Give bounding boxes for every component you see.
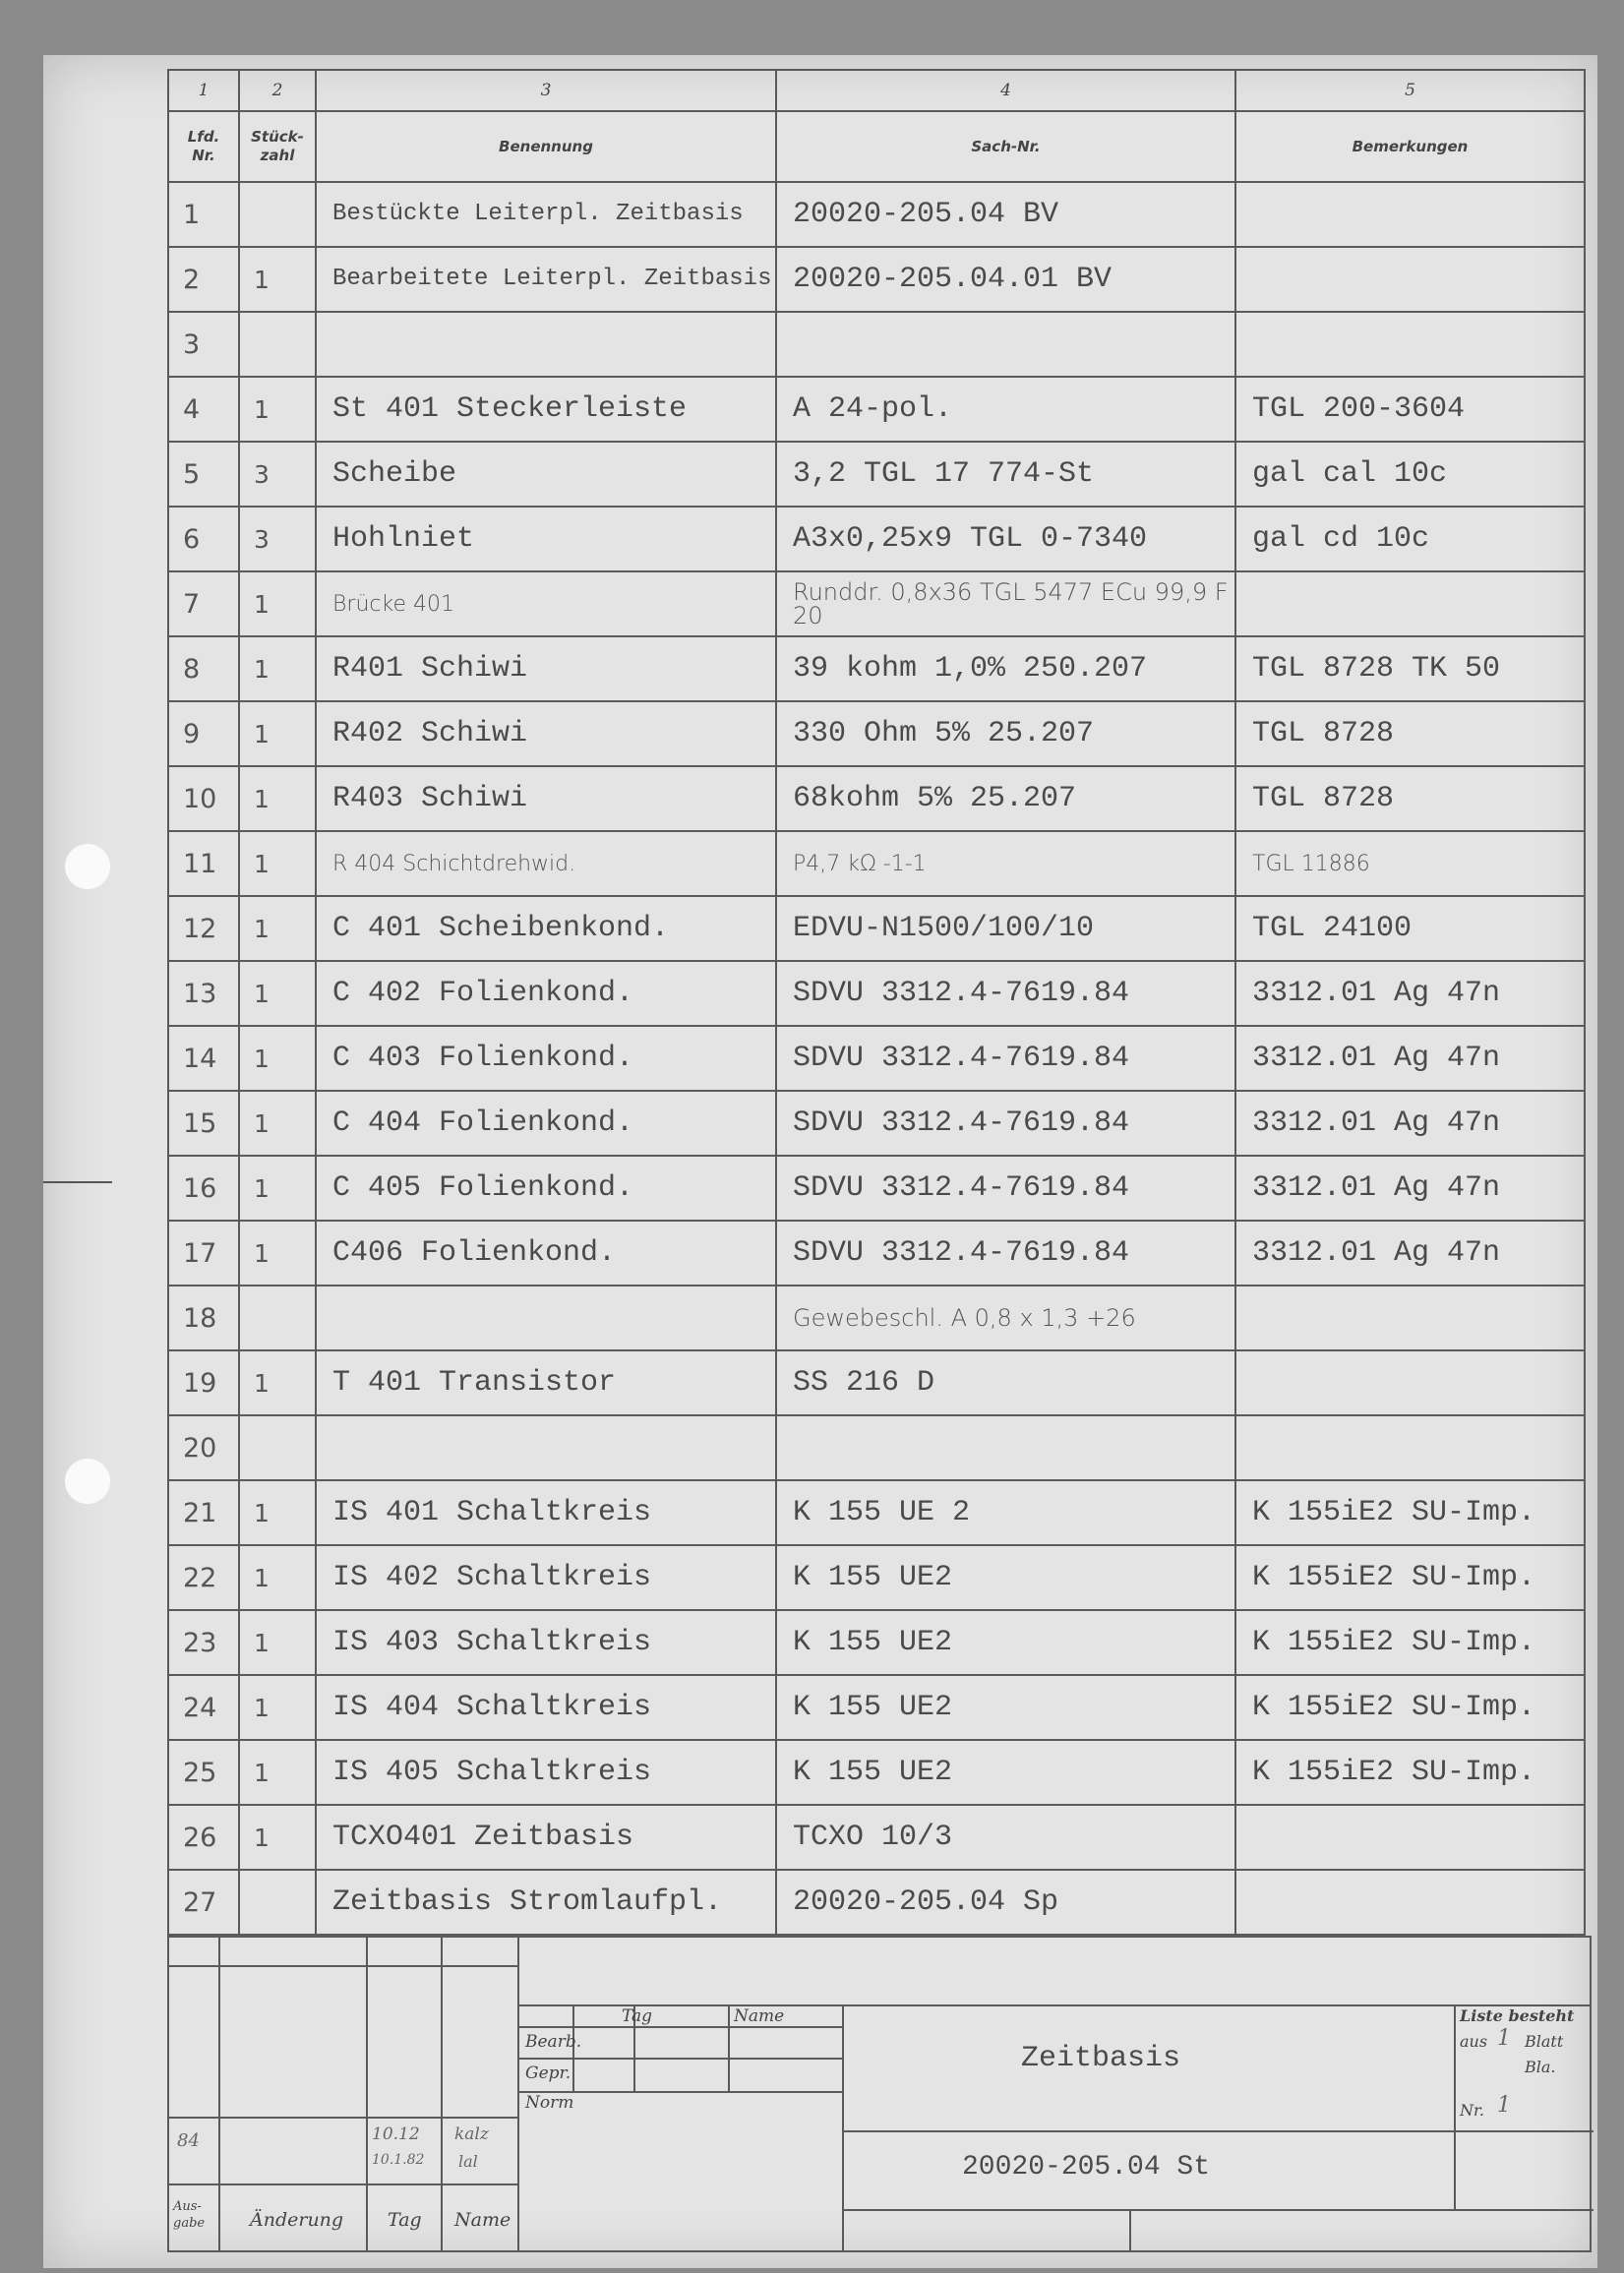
sach-nr-cell: K 155 UE2: [776, 1545, 1235, 1610]
table-row: [168, 1221, 1585, 1286]
qty-cell: 1: [239, 1675, 316, 1740]
bemerkungen-cell: [1235, 247, 1585, 312]
revision-name-2: lal: [458, 2152, 478, 2171]
aus-label: aus: [1460, 2032, 1488, 2051]
sach-nr-cell: K 155 UE2: [776, 1740, 1235, 1805]
bemerkungen-cell: gal cd 10c: [1235, 507, 1585, 571]
lfd-cell: 26: [168, 1805, 239, 1870]
header-stueckzahl: [239, 111, 316, 182]
bemerkungen-cell: 3312.01 Ag 47n: [1235, 1156, 1585, 1221]
sach-nr-cell: K 155 UE2: [776, 1675, 1235, 1740]
table-row: [168, 1870, 1585, 1935]
lfd-cell: 10: [168, 766, 239, 831]
table-row: [168, 896, 1585, 961]
bemerkungen-cell: 3312.01 Ag 47n: [1235, 1221, 1585, 1286]
benennung-cell: Scheibe: [316, 442, 776, 507]
benennung-cell: Bearbeitete Leiterpl. Zeitbasis: [316, 247, 776, 312]
benennung-cell: C 405 Folienkond.: [316, 1156, 776, 1221]
qty-cell: 1: [239, 766, 316, 831]
nr-value: 1: [1497, 2093, 1511, 2118]
table-row: [168, 312, 1585, 377]
benennung-cell: T 401 Transistor: [316, 1350, 776, 1415]
benennung-cell: Hohlniet: [316, 507, 776, 571]
lfd-cell: 24: [168, 1675, 239, 1740]
punch-hole: [65, 844, 110, 889]
column-number: 3: [316, 70, 776, 111]
bemerkungen-cell: [1235, 571, 1585, 636]
table-row: [168, 831, 1585, 896]
punch-hole: [65, 1459, 110, 1504]
bemerkungen-cell: [1235, 1286, 1585, 1350]
table-row: [168, 636, 1585, 701]
qty-cell: 1: [239, 377, 316, 442]
benennung-cell: Brücke 401: [316, 571, 776, 636]
table-row: [168, 1156, 1585, 1221]
benennung-cell: [316, 1415, 776, 1480]
sach-nr-cell: SDVU 3312.4-7619.84: [776, 1091, 1235, 1156]
table-row: [168, 1675, 1585, 1740]
table-row: [168, 1091, 1585, 1156]
bemerkungen-cell: gal cal 10c: [1235, 442, 1585, 507]
qty-cell: 1: [239, 961, 316, 1026]
qty-cell: 1: [239, 896, 316, 961]
revision-tag: 10.12: [372, 2124, 420, 2144]
lfd-cell: 23: [168, 1610, 239, 1675]
header-stueck-line1: Stück-: [251, 128, 304, 147]
qty-cell: 1: [239, 636, 316, 701]
benennung-cell: IS 403 Schaltkreis: [316, 1610, 776, 1675]
sach-nr-cell: 20020-205.04.01 BV: [776, 247, 1235, 312]
qty-cell: [239, 312, 316, 377]
bemerkungen-cell: 3312.01 Ag 47n: [1235, 1026, 1585, 1091]
qty-cell: 1: [239, 247, 316, 312]
header-lfd-nr: [168, 111, 239, 182]
parts-list-sheet: [167, 69, 1584, 1936]
qty-cell: 1: [239, 1740, 316, 1805]
sach-nr-cell: SDVU 3312.4-7619.84: [776, 1156, 1235, 1221]
lfd-cell: 20: [168, 1415, 239, 1480]
bemerkungen-cell: K 155iE2 SU-Imp.: [1235, 1545, 1585, 1610]
lfd-cell: 19: [168, 1350, 239, 1415]
qty-cell: 1: [239, 571, 316, 636]
aus-count: 1: [1497, 2026, 1511, 2051]
qty-cell: [239, 1286, 316, 1350]
lfd-cell: 15: [168, 1091, 239, 1156]
parts-list-table: [167, 69, 1586, 1936]
bemerkungen-cell: 3312.01 Ag 47n: [1235, 1091, 1585, 1156]
bemerkungen-cell: TGL 200-3604: [1235, 377, 1585, 442]
column-number: 2: [239, 70, 316, 111]
drawing-number: 20020-205.04 St: [962, 2152, 1211, 2183]
benennung-cell: [316, 1286, 776, 1350]
bemerkungen-cell: [1235, 312, 1585, 377]
title-block: [167, 1936, 1592, 2252]
fold-mark: [43, 1181, 112, 1183]
benennung-cell: R401 Schiwi: [316, 636, 776, 701]
lfd-cell: 18: [168, 1286, 239, 1350]
lfd-cell: 21: [168, 1480, 239, 1545]
sach-nr-cell: K 155 UE 2: [776, 1480, 1235, 1545]
table-row: [168, 1415, 1585, 1480]
benennung-cell: R 404 Schichtdrehwid.: [316, 831, 776, 896]
bla-label: Bla.: [1525, 2058, 1556, 2076]
sach-nr-cell: A3x0,25x9 TGL 0-7340: [776, 507, 1235, 571]
nr-label: Nr.: [1460, 2101, 1484, 2120]
header-lfd-line2: Nr.: [192, 147, 215, 164]
qty-cell: 1: [239, 1480, 316, 1545]
column-number-row: [168, 70, 1585, 111]
table-row: [168, 1480, 1585, 1545]
lfd-cell: 9: [168, 701, 239, 766]
benennung-cell: TCXO401 Zeitbasis: [316, 1805, 776, 1870]
gepr-label: Gepr.: [525, 2064, 571, 2083]
bemerkungen-cell: [1235, 1870, 1585, 1935]
sach-nr-cell: K 155 UE2: [776, 1610, 1235, 1675]
bemerkungen-cell: [1235, 1415, 1585, 1480]
bearb-label: Bearb.: [525, 2032, 582, 2052]
bemerkungen-cell: TGL 8728: [1235, 766, 1585, 831]
table-row: [168, 247, 1585, 312]
lfd-cell: 5: [168, 442, 239, 507]
qty-cell: 1: [239, 1545, 316, 1610]
sach-nr-cell: SDVU 3312.4-7619.84: [776, 961, 1235, 1026]
lfd-cell: 4: [168, 377, 239, 442]
sach-nr-cell: TCXO 10/3: [776, 1805, 1235, 1870]
lfd-cell: 25: [168, 1740, 239, 1805]
sach-nr-cell: 20020-205.04 BV: [776, 182, 1235, 247]
table-row: [168, 1350, 1585, 1415]
norm-label: Norm: [525, 2093, 574, 2113]
blatt-label: Blatt: [1525, 2032, 1564, 2051]
bemerkungen-cell: [1235, 1805, 1585, 1870]
lfd-cell: 13: [168, 961, 239, 1026]
benennung-cell: [316, 312, 776, 377]
sach-nr-cell: 68kohm 5% 25.207: [776, 766, 1235, 831]
sach-nr-cell: 20020-205.04 Sp: [776, 1870, 1235, 1935]
table-row: [168, 1545, 1585, 1610]
footer-aenderung: Änderung: [250, 2209, 344, 2231]
header-bemerkungen: Bemerkungen: [1235, 111, 1585, 182]
sach-nr-cell: EDVU-N1500/100/10: [776, 896, 1235, 961]
table-row: [168, 1026, 1585, 1091]
qty-cell: 1: [239, 1091, 316, 1156]
benennung-cell: IS 405 Schaltkreis: [316, 1740, 776, 1805]
table-row: [168, 701, 1585, 766]
tag-column-header: Tag: [622, 2006, 653, 2026]
lfd-cell: 3: [168, 312, 239, 377]
name-column-header: Name: [734, 2006, 785, 2026]
table-row: [168, 182, 1585, 247]
table-row: [168, 1805, 1585, 1870]
benennung-cell: C406 Folienkond.: [316, 1221, 776, 1286]
benennung-cell: C 404 Folienkond.: [316, 1091, 776, 1156]
benennung-cell: C 402 Folienkond.: [316, 961, 776, 1026]
table-row: [168, 571, 1585, 636]
sach-nr-cell: SDVU 3312.4-7619.84: [776, 1026, 1235, 1091]
qty-cell: 1: [239, 1156, 316, 1221]
lfd-cell: 16: [168, 1156, 239, 1221]
benennung-cell: R403 Schiwi: [316, 766, 776, 831]
sach-nr-cell: SS 216 D: [776, 1350, 1235, 1415]
lfd-cell: 12: [168, 896, 239, 961]
column-header-row: [168, 111, 1585, 182]
revision-ausgabe: 84: [177, 2130, 200, 2151]
benennung-cell: IS 404 Schaltkreis: [316, 1675, 776, 1740]
qty-cell: [239, 1415, 316, 1480]
benennung-cell: IS 401 Schaltkreis: [316, 1480, 776, 1545]
header-sach-nr: Sach-Nr.: [776, 111, 1235, 182]
revision-name: kalz: [454, 2124, 489, 2144]
header-benennung: Benennung: [316, 111, 776, 182]
header-stueck-line2: zahl: [260, 147, 295, 164]
qty-cell: 1: [239, 1805, 316, 1870]
lfd-cell: 7: [168, 571, 239, 636]
header-lfd-line1: Lfd.: [187, 128, 220, 147]
qty-cell: [239, 1870, 316, 1935]
lfd-cell: 6: [168, 507, 239, 571]
liste-besteht-label: Liste besteht: [1460, 2006, 1575, 2025]
qty-cell: 1: [239, 1221, 316, 1286]
qty-cell: 1: [239, 831, 316, 896]
bemerkungen-cell: K 155iE2 SU-Imp.: [1235, 1480, 1585, 1545]
sach-nr-cell: [776, 1415, 1235, 1480]
qty-cell: 1: [239, 701, 316, 766]
benennung-cell: Zeitbasis Stromlaufpl.: [316, 1870, 776, 1935]
document-title: Zeitbasis: [1021, 2042, 1181, 2075]
qty-cell: 1: [239, 1026, 316, 1091]
table-row: [168, 766, 1585, 831]
benennung-cell: Bestückte Leiterpl. Zeitbasis: [316, 182, 776, 247]
lfd-cell: 17: [168, 1221, 239, 1286]
column-number: 1: [168, 70, 239, 111]
lfd-cell: 22: [168, 1545, 239, 1610]
sach-nr-cell: 330 Ohm 5% 25.207: [776, 701, 1235, 766]
benennung-cell: St 401 Steckerleiste: [316, 377, 776, 442]
sach-nr-cell: P4,7 kΩ -1-1: [776, 831, 1235, 896]
table-row: [168, 507, 1585, 571]
benennung-cell: C 403 Folienkond.: [316, 1026, 776, 1091]
revision-tag-2: 10.1.82: [372, 2152, 425, 2168]
sach-nr-cell: SDVU 3312.4-7619.84: [776, 1221, 1235, 1286]
table-row: [168, 1740, 1585, 1805]
table-row: [168, 377, 1585, 442]
bemerkungen-cell: K 155iE2 SU-Imp.: [1235, 1675, 1585, 1740]
table-row: [168, 1286, 1585, 1350]
bemerkungen-cell: K 155iE2 SU-Imp.: [1235, 1610, 1585, 1675]
sach-nr-cell: Runddr. 0,8x36 TGL 5477 ECu 99,9 F 20: [776, 571, 1235, 636]
benennung-cell: R402 Schiwi: [316, 701, 776, 766]
table-row: [168, 961, 1585, 1026]
qty-cell: 3: [239, 507, 316, 571]
sach-nr-cell: Gewebeschl. A 0,8 x 1,3 +26: [776, 1286, 1235, 1350]
sach-nr-cell: A 24-pol.: [776, 377, 1235, 442]
table-row: [168, 1610, 1585, 1675]
lfd-cell: 1: [168, 182, 239, 247]
bemerkungen-cell: [1235, 1350, 1585, 1415]
qty-cell: [239, 182, 316, 247]
footer-name: Name: [454, 2209, 511, 2231]
footer-ausgabe: Aus- gabe: [173, 2199, 206, 2231]
sach-nr-cell: 39 kohm 1,0% 250.207: [776, 636, 1235, 701]
bemerkungen-cell: TGL 11886: [1235, 831, 1585, 896]
sach-nr-cell: [776, 312, 1235, 377]
sach-nr-cell: 3,2 TGL 17 774-St: [776, 442, 1235, 507]
qty-cell: 1: [239, 1610, 316, 1675]
benennung-cell: C 401 Scheibenkond.: [316, 896, 776, 961]
lfd-cell: 2: [168, 247, 239, 312]
parts-list-body: [168, 182, 1585, 1935]
table-row: [168, 442, 1585, 507]
column-number: 5: [1235, 70, 1585, 111]
footer-tag: Tag: [388, 2209, 422, 2231]
benennung-cell: IS 402 Schaltkreis: [316, 1545, 776, 1610]
bemerkungen-cell: TGL 24100: [1235, 896, 1585, 961]
bemerkungen-cell: TGL 8728 TK 50: [1235, 636, 1585, 701]
column-number: 4: [776, 70, 1235, 111]
qty-cell: 1: [239, 1350, 316, 1415]
lfd-cell: 27: [168, 1870, 239, 1935]
qty-cell: 3: [239, 442, 316, 507]
lfd-cell: 11: [168, 831, 239, 896]
bemerkungen-cell: 3312.01 Ag 47n: [1235, 961, 1585, 1026]
lfd-cell: 14: [168, 1026, 239, 1091]
bemerkungen-cell: TGL 8728: [1235, 701, 1585, 766]
lfd-cell: 8: [168, 636, 239, 701]
bemerkungen-cell: K 155iE2 SU-Imp.: [1235, 1740, 1585, 1805]
bemerkungen-cell: [1235, 182, 1585, 247]
